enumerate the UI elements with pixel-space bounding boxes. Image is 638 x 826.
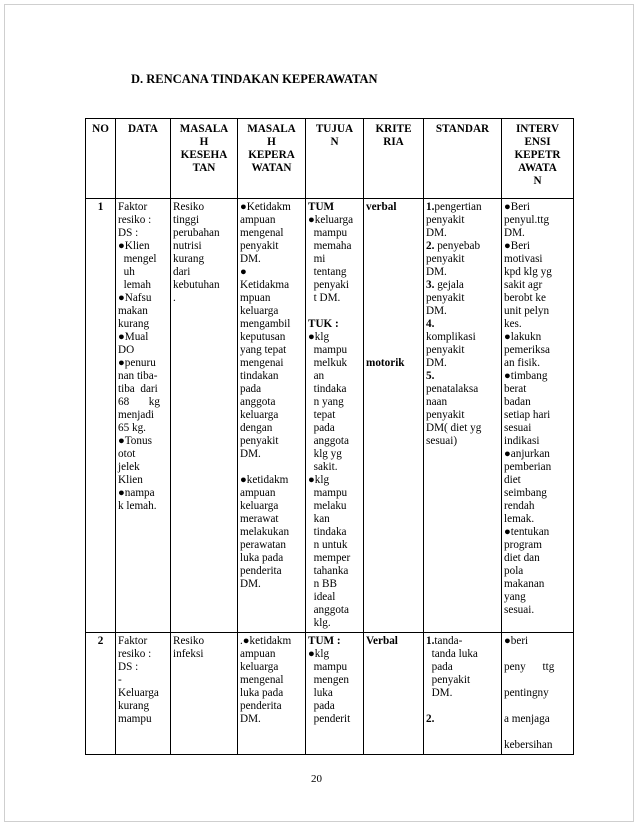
cell-standar: [424, 199, 502, 633]
text-line: setiap hari: [504, 409, 551, 421]
text-line: motivasi: [504, 253, 543, 265]
text-line: mampu: [308, 661, 348, 673]
header-line: H: [267, 136, 276, 148]
standar-line: [426, 305, 499, 318]
standar-number: 2.: [426, 713, 435, 725]
header-intervensi: [502, 119, 574, 199]
text-line: ●tentukan: [504, 526, 550, 538]
standar-line: [426, 266, 499, 279]
text-line: ●Beri: [504, 240, 531, 252]
cell-no: 1: [86, 199, 116, 633]
cell-data: [116, 633, 171, 755]
standar-line: [426, 201, 499, 214]
text-line: [504, 674, 571, 687]
text-line: badan: [504, 396, 531, 408]
standar-text: penyakit: [426, 344, 465, 356]
text-line: ●beri: [504, 635, 529, 647]
standar-text: DM.: [426, 687, 453, 699]
text-line: peny ttg: [504, 661, 555, 673]
header-line: N: [533, 175, 542, 187]
text-line: .●ketidakm: [240, 635, 292, 647]
kriteria-verbal: Verbal: [366, 635, 398, 647]
text-line: yang tepat: [240, 344, 287, 356]
cell-masalah-kesehatan: [171, 633, 238, 755]
text-line: klg.: [308, 617, 331, 629]
text-line: mengen: [308, 674, 350, 686]
text-line: mengenal: [240, 674, 284, 686]
text-line: n untuk: [308, 539, 348, 551]
text-line: DM.: [240, 578, 261, 590]
text-line: indikasi: [504, 435, 540, 447]
standar-text: DM.: [426, 266, 447, 278]
text-line: keluarga: [240, 409, 279, 421]
cell-intervensi: [502, 633, 574, 755]
header-line: TUJUA: [315, 123, 354, 135]
text-line: penyaki: [308, 279, 350, 291]
text-line: kurang: [118, 700, 150, 712]
text-line: rendah: [504, 500, 535, 512]
text-line: DS :: [118, 661, 139, 673]
standar-line: [426, 422, 499, 435]
text-line: penderit: [308, 713, 351, 725]
text-line: DO: [118, 344, 135, 356]
standar-text: penyakit: [426, 674, 471, 686]
text-line: mi: [308, 253, 326, 265]
text-line: keputusan: [240, 331, 286, 343]
text-line: merawat: [240, 513, 279, 525]
care-plan-table: [85, 118, 574, 755]
text-line: penyul.ttg: [504, 214, 550, 226]
text-line: Klien: [118, 474, 143, 486]
text-line: mampu: [308, 344, 348, 356]
cell-no: 2: [86, 633, 116, 755]
standar-text: komplikasi: [426, 331, 476, 343]
header-data: [116, 119, 171, 199]
text-line: ideal: [308, 591, 336, 603]
text-line: n BB: [308, 578, 337, 590]
text-line: kurang: [173, 253, 205, 265]
text-line: DM.: [240, 713, 261, 725]
text-line: ●: [240, 266, 247, 278]
text-line: a menjaga: [504, 713, 550, 725]
standar-text: DM.: [426, 357, 447, 369]
text-line: 68 kg: [118, 396, 160, 408]
standar-number: 1.: [426, 635, 435, 647]
standar-line: [426, 661, 499, 674]
text-line: Keluarga: [118, 687, 159, 699]
header-line: H: [199, 136, 209, 148]
text-line: Resiko: [173, 635, 205, 647]
cell-masalah-kesehatan: [171, 199, 238, 633]
cell-kriteria: [364, 199, 424, 633]
standar-line: [426, 687, 499, 700]
text-line: anggota: [240, 396, 276, 408]
text-line: DM.: [504, 227, 525, 239]
text-line: DM.: [240, 448, 261, 460]
standar-line: [426, 227, 499, 240]
text-line: infeksi: [173, 648, 204, 660]
header-line: KESEHA: [180, 149, 228, 161]
text-line: ●klg: [308, 331, 330, 343]
text-line: Faktor: [118, 201, 148, 213]
standar-line: [426, 357, 499, 370]
text-line: ●Ketidakm: [240, 201, 291, 213]
text-line: tindaka: [308, 383, 347, 395]
tuk-items: [308, 331, 361, 630]
text-line: uh: [118, 266, 135, 278]
header-masalah_kesehatan: [171, 119, 238, 199]
header-line: AWATA: [518, 162, 557, 174]
text-line: [504, 648, 571, 661]
text-line: program: [504, 539, 542, 551]
standar-number: 4.: [426, 318, 435, 330]
header-line: KRITE: [375, 123, 412, 135]
text-line: sakit.: [308, 461, 338, 473]
text-line: berat: [504, 383, 527, 395]
standar-text: penyebab: [434, 240, 481, 252]
text-line: kebersihan: [504, 739, 553, 751]
text-line: ●ketidakm: [240, 474, 289, 486]
text-line: perawatan: [240, 539, 286, 551]
header-line: ENSI: [524, 136, 551, 148]
text-line: pemberian: [504, 461, 552, 473]
header-line: INTERV: [515, 123, 560, 135]
table-row: [86, 199, 574, 633]
text-line: DM.: [240, 253, 261, 265]
text-line: pentingny: [504, 687, 549, 699]
cell-data: [116, 199, 171, 633]
text-line: resiko :: [118, 214, 152, 226]
standar-text: penyakit: [426, 214, 465, 226]
text-line: luka: [308, 687, 333, 699]
text-line: tiba dari: [118, 383, 158, 395]
text-line: Ketidakma: [240, 279, 290, 291]
text-line: yang: [504, 591, 526, 603]
text-line: ●Nafsu: [118, 292, 152, 304]
text-line: [504, 700, 571, 713]
cell-masalah-keperawatan: [238, 199, 306, 633]
text-line: ●nampa: [118, 487, 155, 499]
section-title: D. RENCANA TINDAKAN KEPERAWATAN: [131, 72, 378, 86]
text-line: n yang: [308, 396, 344, 408]
text-line: mengel: [118, 253, 157, 265]
text-line: 65 kg.: [118, 422, 146, 434]
text-line: menjadi: [118, 409, 155, 421]
text-line: tinggi: [173, 214, 200, 226]
standar-text: sesuai): [426, 435, 458, 447]
text-line: penderita: [240, 565, 282, 577]
cell-kriteria: [364, 633, 424, 755]
text-line: k lemah.: [118, 500, 157, 512]
standar-text: DM.: [426, 227, 447, 239]
text-line: klg yg: [308, 448, 342, 460]
text-line: otot: [118, 448, 136, 460]
standar-line: [426, 700, 499, 713]
text-line: kan: [308, 513, 330, 525]
text-line: tindaka: [308, 526, 347, 538]
text-line: melaku: [308, 500, 347, 512]
text-line: ampuan: [240, 214, 276, 226]
text-line: ●klg: [308, 648, 330, 660]
standar-number: 2.: [426, 240, 435, 252]
text-line: ●klg: [308, 474, 330, 486]
text-line: resiko :: [118, 648, 152, 660]
text-line: seimbang: [504, 487, 547, 499]
text-line: nutrisi: [173, 240, 202, 252]
page-number: 20: [311, 773, 322, 785]
standar-line: [426, 279, 499, 292]
text-line: ampuan: [240, 648, 276, 660]
tuk-label: TUK :: [308, 318, 339, 330]
text-line: melkuk: [308, 357, 348, 369]
standar-text: pengertian: [434, 201, 482, 213]
standar-line: [426, 214, 499, 227]
standar-line: [426, 648, 499, 661]
standar-text: DM( diet yg: [426, 422, 482, 434]
text-line: ●lakukn: [504, 331, 542, 343]
text-line: kpd klg yg: [504, 266, 552, 278]
standar-text: penatalaksa: [426, 383, 479, 395]
header-line: KEPETR: [514, 149, 561, 161]
header-line: MASALA: [247, 123, 296, 135]
text-line: diet dan: [504, 552, 540, 564]
text-line: anggota: [308, 604, 350, 616]
text-line: kurang: [118, 318, 150, 330]
text-line: sesuai: [504, 422, 532, 434]
tum-label: TUM :: [308, 635, 341, 647]
standar-number: 1.: [426, 201, 435, 213]
text-line: unit pelyn: [504, 305, 550, 317]
standar-line: [426, 635, 499, 648]
tum-items: [308, 214, 361, 305]
standar-line: [426, 318, 499, 331]
standar-text: pada: [426, 661, 453, 673]
text-line: penyakit: [240, 435, 279, 447]
text-line: ●timbang: [504, 370, 548, 382]
text-line: jelek: [118, 461, 140, 473]
standar-text: naan: [426, 396, 448, 408]
text-line: sesuai.: [504, 604, 535, 616]
text-line: [504, 726, 571, 739]
text-line: an fisik.: [504, 357, 541, 369]
header-line: NO: [92, 123, 109, 135]
text-line: ●Tonus: [118, 435, 152, 447]
text-line: kebutuhan: [173, 279, 220, 291]
standar-text: tanda-: [434, 635, 463, 647]
text-line: luka pada: [240, 552, 284, 564]
text-line: sakit agr: [504, 279, 543, 291]
text-line: penderita: [240, 700, 282, 712]
text-line: mampu: [308, 227, 348, 239]
text-line: mengenai: [240, 357, 284, 369]
standar-line: [426, 396, 499, 409]
header-line: N: [330, 136, 339, 148]
cell-tujuan: [306, 633, 364, 755]
tum-label: TUM: [308, 201, 335, 213]
standar-text: penyakit: [426, 253, 465, 265]
text-line: tentang: [308, 266, 347, 278]
text-line: t DM.: [308, 292, 341, 304]
text-line: ●Klien: [118, 240, 150, 252]
text-line: lemak.: [504, 513, 535, 525]
header-standar: [424, 119, 502, 199]
text-line: ●penuru: [118, 357, 156, 369]
header-line: KEPERA: [248, 149, 295, 161]
standar-line: [426, 240, 499, 253]
header-line: MASALA: [179, 123, 229, 135]
text-line: anggota: [308, 435, 350, 447]
text-line: -: [118, 674, 122, 686]
text-line: diet: [504, 474, 521, 486]
standar-line: [426, 370, 499, 383]
text-line: makan: [118, 305, 148, 317]
text-line: pada: [308, 422, 335, 434]
standar-line: [426, 253, 499, 266]
cell-tujuan: [306, 199, 364, 633]
standar-text: DM.: [426, 305, 447, 317]
standar-text: tanda luka: [426, 648, 478, 660]
header-masalah_keperawatan: [238, 119, 306, 199]
standar-line: [426, 331, 499, 344]
header-no: [86, 119, 116, 199]
text-line: penyakit: [240, 240, 279, 252]
text-line: perubahan: [173, 227, 220, 239]
text-line: melakukan: [240, 526, 290, 538]
text-line: ●anjurkan: [504, 448, 550, 460]
header-line: RIA: [383, 136, 404, 148]
standar-line: [426, 344, 499, 357]
text-line: tepat: [308, 409, 336, 421]
standar-line: [426, 435, 499, 448]
text-line: mengenal: [240, 227, 284, 239]
cell-standar: [424, 633, 502, 755]
text-line: mampu: [308, 487, 348, 499]
header-line: TAN: [192, 162, 216, 174]
text-line: ●Beri: [504, 201, 531, 213]
standar-line: [426, 713, 499, 726]
text-line: pemeriksa: [504, 344, 550, 356]
standar-line: [426, 409, 499, 422]
kriteria-verbal: verbal: [366, 201, 397, 213]
header-line: DATA: [127, 123, 159, 135]
text-line: [240, 461, 303, 474]
text-line: keluarga: [240, 305, 279, 317]
text-line: pola: [504, 565, 524, 577]
text-line: memaha: [308, 240, 352, 252]
text-line: DS :: [118, 227, 139, 239]
text-line: pada: [308, 700, 335, 712]
text-line: keluarga: [240, 661, 279, 673]
text-line: Faktor: [118, 635, 148, 647]
header-tujuan: [306, 119, 364, 199]
text-line: mampu: [118, 713, 152, 725]
text-line: Resiko: [173, 201, 205, 213]
text-line: tindakan: [240, 370, 279, 382]
text-line: berobt ke: [504, 292, 546, 304]
cell-masalah-keperawatan: [238, 633, 306, 755]
text-line: dari: [173, 266, 191, 278]
text-line: nan tiba-: [118, 370, 158, 382]
tum-items: [308, 648, 361, 726]
cell-intervensi: [502, 199, 574, 633]
text-line: pada: [240, 383, 262, 395]
text-line: an: [308, 370, 325, 382]
text-line: ●Mual: [118, 331, 149, 343]
header-row: [86, 119, 574, 199]
standar-number: 3.: [426, 279, 435, 291]
text-line: luka pada: [240, 687, 284, 699]
text-line: tahanka: [308, 565, 349, 577]
text-line: kes.: [504, 318, 522, 330]
text-line: lemah: [118, 279, 151, 291]
standar-number: 5.: [426, 370, 435, 382]
text-line: ●keluarga: [308, 214, 354, 226]
text-line: memper: [308, 552, 351, 564]
standar-line: [426, 674, 499, 687]
standar-line: [426, 383, 499, 396]
standar-text: penyakit: [426, 292, 465, 304]
standar-text: gejala: [434, 279, 464, 291]
text-line: mpuan: [240, 292, 271, 304]
kriteria-motorik: motorik: [366, 357, 405, 369]
text-line: .: [173, 292, 176, 304]
table-row: [86, 633, 574, 755]
standar-line: [426, 292, 499, 305]
text-line: dengan: [240, 422, 273, 434]
text-line: makanan: [504, 578, 545, 590]
text-line: ampuan: [240, 487, 276, 499]
standar-text: penyakit: [426, 409, 465, 421]
text-line: mengambil: [240, 318, 291, 330]
header-kriteria: [364, 119, 424, 199]
header-line: WATAN: [251, 162, 292, 174]
header-line: STANDAR: [435, 123, 490, 135]
text-line: keluarga: [240, 500, 279, 512]
